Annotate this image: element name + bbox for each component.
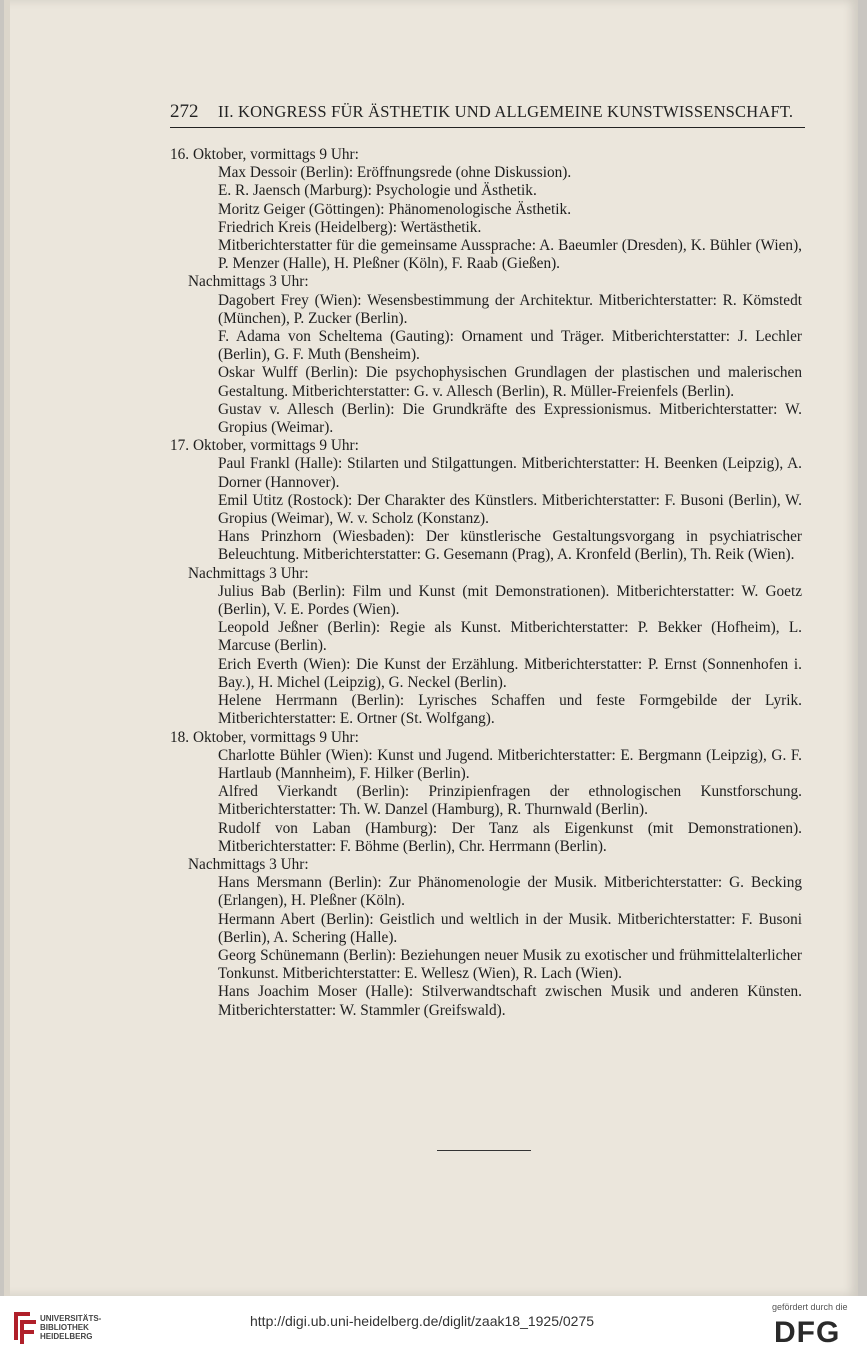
page-number: 272 — [170, 101, 199, 122]
program-entry: Alfred Vierkandt (Berlin): Prinzipienfragen der ethnologischen Kunstforschung. Mitberichterstatter: Th. W. Danzel (Hamburg), R. Thurnwald (Berlin). — [218, 783, 802, 819]
program-entry: Moritz Geiger (Göttingen): Phänomenologische Ästhetik. — [218, 200, 572, 218]
library-logo-text: UNIVERSITÄTS- BIBLIOTHEK HEIDELBERG — [40, 1314, 102, 1341]
program-entry: Friedrich Kreis (Heidelberg): Wertästhetik. — [218, 218, 482, 236]
program-entry: Hermann Abert (Berlin): Geistlich und weltlich in der Musik. Mitberichterstatter: F. Busoni (Berlin), A. Schering (Halle). — [218, 910, 802, 946]
program-entry: Helene Herrmann (Berlin): Lyrisches Schaffen und feste Formgebilde der Lyrik. Mitberichterstatter: E. Ortner (St. Wolfgang). — [218, 692, 802, 728]
funding-caption: gefördert durch die — [772, 1302, 848, 1312]
end-rule — [437, 1150, 531, 1151]
library-logo[interactable] — [10, 1306, 120, 1348]
program-entry: Hans Prinzhorn (Wiesbaden): Der künstlerische Gestaltungsvorgang in psychiatrischer Beleuchtung. Mitberichterstatter: G. Gesemann (Prag), A. Kronfeld (Berlin), Th. Reik (Wien). — [218, 528, 802, 564]
program-entry: Emil Utitz (Rostock): Der Charakter des Künstlers. Mitberichterstatter: F. Busoni (Berlin), W. Gropius (Weimar), W. v. Scholz (Konstanz). — [218, 491, 802, 528]
program-entry: Leopold Jeßner (Berlin): Regie als Kunst. Mitberichterstatter: P. Bekker (Hofheim), L. Marcuse (Berlin). — [218, 619, 802, 655]
day-heading: 16. Oktober, vormittags 9 Uhr: — [170, 146, 359, 163]
program-entry: E. R. Jaensch (Marburg): Psychologie und Ästhetik. — [218, 182, 537, 200]
header-title: II. KONGRESS FÜR ÄSTHETIK UND ALLGEMEINE KUNSTWISSENSCHAFT. — [218, 102, 794, 121]
running-header — [170, 101, 805, 128]
program-entry: Georg Schünemann (Berlin): Beziehungen neuer Musik zu exotischer und frühmittelalterlicher Tonkunst. Mitberichterstatter: E. Wellesz (Wien), R. Lach (Wien). — [218, 946, 802, 983]
dfg-logo[interactable]: DFG — [774, 1316, 841, 1349]
program-entry: Gustav v. Allesch (Berlin): Die Grundkräfte des Expressionismus. Mitberichterstatter: W. Gropius (Weimar). — [218, 400, 802, 437]
library-mark-icon — [10, 1306, 40, 1346]
program-entry: Rudolf von Laban (Hamburg): Der Tanz als Eigenkunst (mit Demonstrationen). Mitberichterstatter: F. Böhme (Berlin), Chr. Herrmann (Berlin). — [218, 819, 802, 855]
program-entry: Mitberichterstatter für die gemeinsame Aussprache: A. Baeumler (Dresden), K. Bühler (Wien), P. Menzer (Halle), H. Pleßner (Köln), F. Raab (Gießen). — [218, 237, 802, 273]
permalink-url[interactable]: http://digi.ub.uni-heidelberg.de/diglit/zaak18_1925/0275 — [250, 1313, 595, 1329]
program-entry: Oskar Wulff (Berlin): Die psychophysischen Grundlagen der plastischen und malerischen Gestaltung. Mitberichterstatter: G. v. Allesch (Berlin), R. Müller-Freienfels (Berlin). — [218, 364, 802, 400]
program-list — [170, 146, 802, 1020]
program-entry: Paul Frankl (Halle): Stilarten und Stilgattungen. Mitberichterstatter: H. Beenken (Leipzig), A. Dorner (Hannover). — [218, 455, 802, 491]
program-entry: Dagobert Frey (Wien): Wesensbestimmung der Architektur. Mitberichterstatter: R. Kömstedt (München), P. Zucker (Berlin). — [218, 291, 802, 327]
program-entry: Hans Joachim Moser (Halle): Stilverwandtschaft zwischen Musik und anderen Künsten. Mitberichterstatter: W. Stammler (Greifswald). — [218, 983, 802, 1019]
program-entry: F. Adama von Scheltema (Gauting): Ornament und Träger. Mitberichterstatter: J. Lechler (Berlin), G. F. Muth (Bensheim). — [218, 328, 802, 364]
day-heading: 18. Oktober, vormittags 9 Uhr: — [170, 728, 359, 746]
page-spine-shadow — [4, 0, 10, 1296]
program-entry: Julius Bab (Berlin): Film und Kunst (mit Demonstrationen). Mitberichterstatter: W. Goetz (Berlin), V. E. Pordes (Wien). — [218, 582, 802, 619]
session-heading: Nachmittags 3 Uhr: — [188, 855, 309, 873]
program-entry: Erich Everth (Wien): Die Kunst der Erzählung. Mitberichterstatter: P. Ernst (Sonnenhofen i. Bay.), H. Michel (Leipzig), G. Neckel (Berlin). — [218, 655, 802, 691]
day-heading: 17. Oktober, vormittags 9 Uhr: — [170, 437, 359, 455]
session-heading: Nachmittags 3 Uhr: — [188, 273, 309, 291]
program-entry: Hans Mersmann (Berlin): Zur Phänomenologie der Musik. Mitberichterstatter: G. Becking (Erlangen), H. Pleßner (Köln). — [218, 874, 802, 910]
program-entry: Max Dessoir (Berlin): Eröffnungsrede (ohne Diskussion). — [218, 164, 572, 182]
session-heading: Nachmittags 3 Uhr: — [188, 564, 309, 582]
program-entry: Charlotte Bühler (Wien): Kunst und Jugend. Mitberichterstatter: E. Bergmann (Leipzig), G. F. Hartlaub (Mannheim), F. Hilker (Berlin). — [218, 746, 802, 782]
